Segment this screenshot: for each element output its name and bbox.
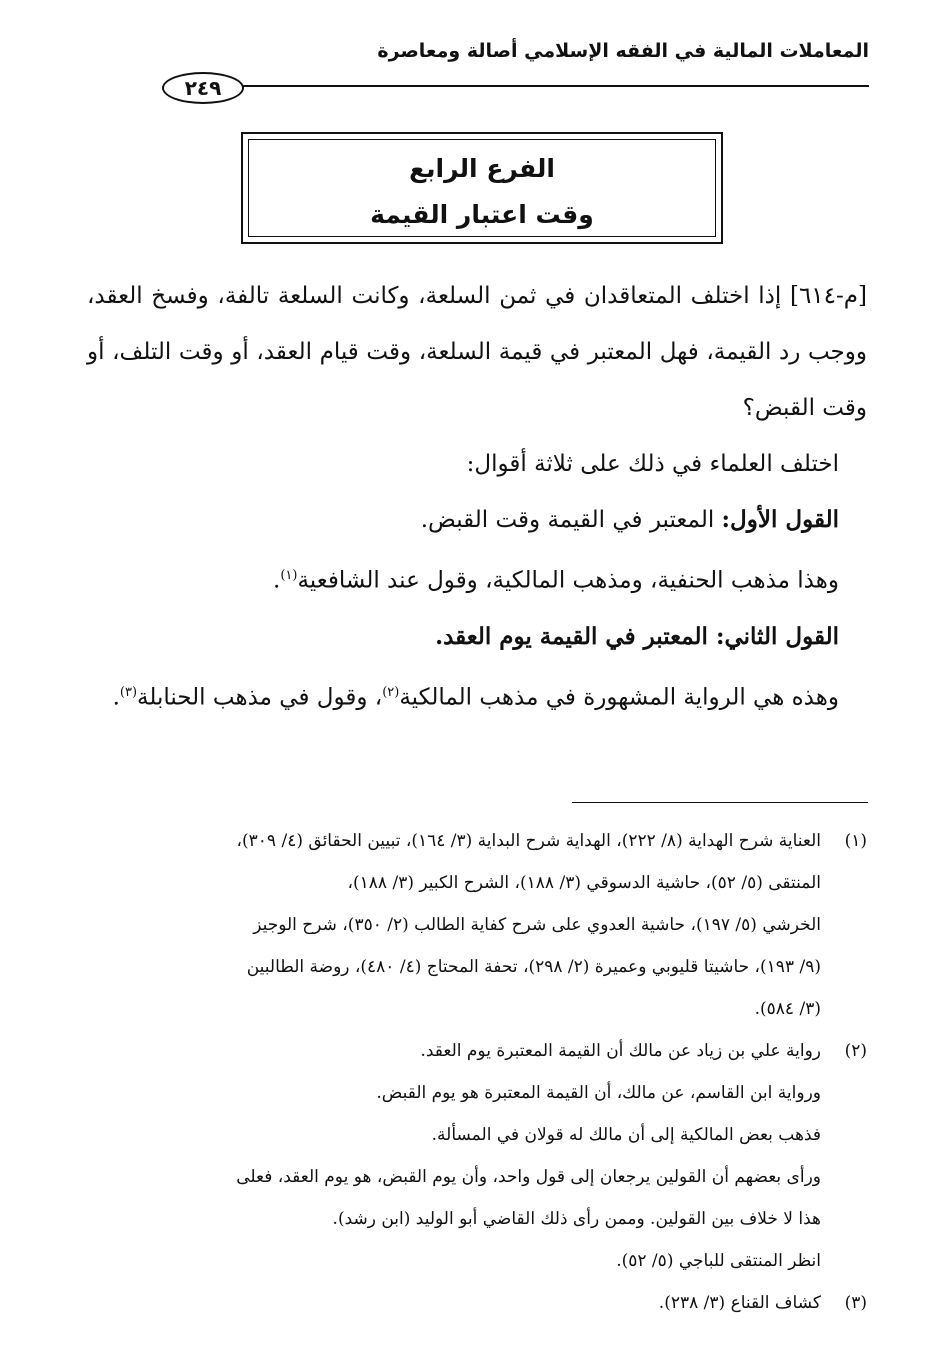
page-number: ٢٤٩: [162, 72, 244, 104]
footnote-line: المنتقى (٥/ ٥٢)، حاشية الدسوقي (٣/ ١٨٨)، الشرح الكبير (٣/ ١٨٨)،: [347, 873, 821, 893]
footnote-number: (١): [844, 831, 867, 851]
footnote-line: كشاف القناع (٣/ ٢٣٨).: [658, 1293, 821, 1313]
paragraph-second-opinion: القول الثاني: المعتبر في القيمة يوم العقد.: [435, 622, 839, 650]
first-opinion-label: القول الأول:: [721, 506, 839, 533]
paragraph-disagreement: اختلف العلماء في ذلك على ثلاثة أقوال:: [466, 451, 839, 477]
footnote-line: العناية شرح الهداية (٨/ ٢٢٢)، الهداية شرح البداية (٣/ ١٦٤)، تبيين الحقائق (٤/ ٣٠٩)،: [236, 831, 821, 851]
footnote-line: الخرشي (٥/ ١٩٧)، حاشية العدوي على شرح كفاية الطالب (٢/ ٣٥٠)، شرح الوجيز: [253, 915, 821, 935]
first-opinion-text: المعتبر في القيمة وقت القبض.: [420, 507, 715, 533]
paragraph-first-opinion: [87, 492, 867, 548]
sentence-end: .: [112, 684, 120, 711]
sentence-end: .: [273, 567, 281, 594]
paragraph-first-opinion-schools: [87, 548, 867, 609]
footnote-ref-3[interactable]: (٣): [119, 684, 138, 700]
footnote-line: (٩/ ١٩٣)، حاشيتا قليوبي وعميرة (٢/ ٢٩٨)، تحفة المحتاج (٤/ ٤٨٠)، روضة الطالبين: [246, 957, 821, 977]
footnote-line: (٣/ ٥٨٤).: [754, 999, 821, 1019]
footnotes: [87, 820, 867, 1324]
footnote-3: [87, 1282, 867, 1324]
second-opinion-schools-text-a: وهذه هي الرواية المشهورة في مذهب المالكية: [399, 684, 839, 711]
footnote-line: رواية علي بن زياد عن مالك أن القيمة المعتبرة يوم العقد.: [420, 1041, 821, 1061]
footnote-line: ورأى بعضهم أن القولين يرجعان إلى قول واحد، وأن يوم القبض، هو يوم العقد، فعلى: [236, 1167, 821, 1187]
first-opinion-schools-text: وهذا مذهب الحنفية، ومذهب المالكية، وقول عند الشافعية: [297, 567, 839, 594]
running-title: المعاملات المالية في الفقه الإسلامي أصالة ومعاصرة: [377, 40, 869, 62]
footnote-line: هذا لا خلاف بين القولين. وممن رأى ذلك القاضي أبو الوليد (ابن رشد).: [332, 1209, 821, 1229]
footnote-line: ورواية ابن القاسم، عن مالك، أن القيمة المعتبرة هو يوم القبض.: [376, 1083, 821, 1103]
footnote-1: [87, 820, 867, 1030]
header-rule: [236, 85, 869, 87]
paragraph-issue: [م-٦١٤] إذا اختلف المتعاقدان في ثمن السلعة، وكانت السلعة تالفة، وفسخ العقد، ووجب رد القيمة، فهل المعتبر في قيمة السلعة، وقت قيام العقد، أو وقت التلف، أو وقت القبض؟: [87, 283, 867, 421]
chapter-title-box: [241, 132, 723, 244]
footnote-ref-2[interactable]: (٢): [382, 684, 400, 700]
footnote-separator: [572, 802, 868, 803]
footnote-number: (٣): [844, 1293, 867, 1313]
footnote-number: (٢): [844, 1041, 867, 1061]
second-opinion-schools-text-b: ، وقول في مذهب الحنابلة: [137, 684, 383, 711]
paragraph-second-opinion-schools: [87, 665, 867, 726]
section-heading: الفرع الرابع: [409, 154, 555, 183]
footnote-ref-1[interactable]: (١): [280, 568, 298, 583]
section-subheading: وقت اعتبار القيمة: [370, 200, 594, 229]
main-text: [87, 268, 867, 725]
footnote-2: [87, 1030, 867, 1282]
footnote-line: فذهب بعض المالكية إلى أن مالك له قولان في المسألة.: [431, 1125, 821, 1145]
chapter-title-inner-frame: [248, 139, 716, 237]
footnote-line: انظر المنتقى للباجي (٥/ ٥٢).: [616, 1251, 821, 1271]
